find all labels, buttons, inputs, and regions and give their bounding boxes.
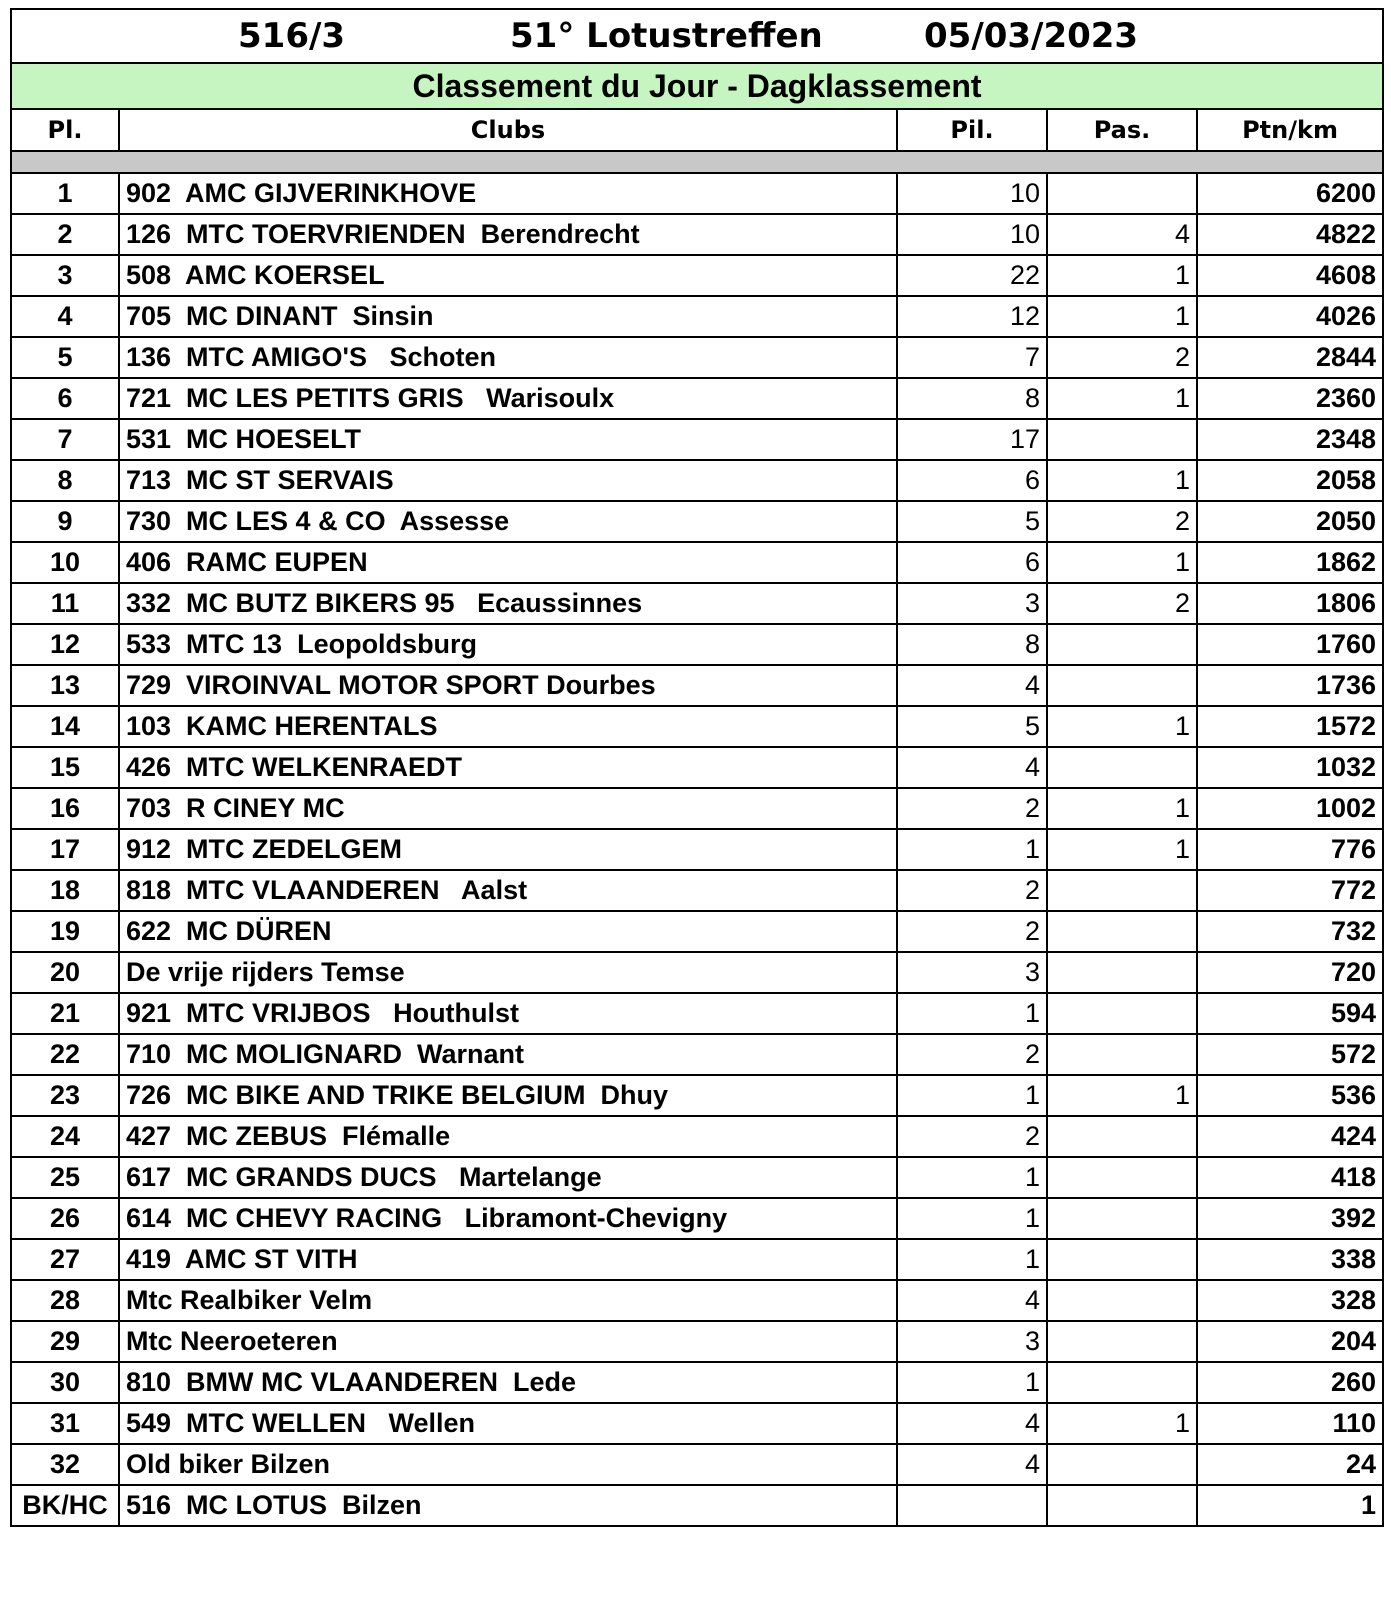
club-cell: 549 MTC WELLEN Wellen (119, 1403, 897, 1444)
passengers-cell (1047, 747, 1197, 788)
ranking-table (10, 8, 1384, 1527)
table-row (11, 952, 1383, 993)
club-cell: Old biker Bilzen (119, 1444, 897, 1485)
rank-cell: 28 (11, 1280, 119, 1321)
rank-cell: 13 (11, 665, 119, 706)
passengers-cell: 1 (1047, 378, 1197, 419)
rank-cell: 24 (11, 1116, 119, 1157)
rank-cell: 3 (11, 255, 119, 296)
rank-cell: 4 (11, 296, 119, 337)
pilots-cell: 4 (897, 747, 1047, 788)
points-cell: 392 (1197, 1198, 1383, 1239)
passengers-cell (1047, 1444, 1197, 1485)
table-row (11, 747, 1383, 788)
pilots-cell: 2 (897, 1034, 1047, 1075)
rank-cell: 12 (11, 624, 119, 665)
club-cell: 614 MC CHEVY RACING Libramont-Chevigny (119, 1198, 897, 1239)
rank-cell: 23 (11, 1075, 119, 1116)
header-row (11, 9, 1383, 63)
table-row (11, 378, 1383, 419)
club-cell: 818 MTC VLAANDEREN Aalst (119, 870, 897, 911)
passengers-cell (1047, 1321, 1197, 1362)
passengers-cell: 1 (1047, 460, 1197, 501)
points-cell: 1862 (1197, 542, 1383, 583)
table-row (11, 1116, 1383, 1157)
table-row (11, 911, 1383, 952)
club-cell: 533 MTC 13 Leopoldsburg (119, 624, 897, 665)
passengers-cell (1047, 419, 1197, 460)
pilots-cell: 4 (897, 665, 1047, 706)
table-row (11, 1157, 1383, 1198)
pilots-cell: 6 (897, 460, 1047, 501)
passengers-cell: 1 (1047, 829, 1197, 870)
club-cell: 902 AMC GIJVERINKHOVE (119, 173, 897, 214)
table-row (11, 788, 1383, 829)
passengers-cell: 1 (1047, 542, 1197, 583)
table-row (11, 706, 1383, 747)
passengers-cell (1047, 952, 1197, 993)
pilots-cell: 10 (897, 214, 1047, 255)
points-cell: 776 (1197, 829, 1383, 870)
club-cell: 508 AMC KOERSEL (119, 255, 897, 296)
points-cell: 1806 (1197, 583, 1383, 624)
rank-cell: 2 (11, 214, 119, 255)
club-cell: 710 MC MOLIGNARD Warnant (119, 1034, 897, 1075)
pilots-cell: 1 (897, 829, 1047, 870)
passengers-cell (1047, 993, 1197, 1034)
passengers-cell: 1 (1047, 788, 1197, 829)
points-cell: 110 (1197, 1403, 1383, 1444)
club-cell: 426 MTC WELKENRAEDT (119, 747, 897, 788)
points-cell: 594 (1197, 993, 1383, 1034)
pilots-cell: 1 (897, 1157, 1047, 1198)
table-row (11, 255, 1383, 296)
rank-cell: 19 (11, 911, 119, 952)
points-cell: 1 (1197, 1485, 1383, 1526)
pilots-cell: 5 (897, 501, 1047, 542)
passengers-cell (1047, 1157, 1197, 1198)
pilots-cell (897, 1485, 1047, 1526)
passengers-cell: 1 (1047, 255, 1197, 296)
table-row (11, 1444, 1383, 1485)
passengers-cell: 2 (1047, 583, 1197, 624)
passengers-cell (1047, 1362, 1197, 1403)
column-header-pl: Pl. (11, 109, 119, 151)
pilots-cell: 1 (897, 993, 1047, 1034)
passengers-cell (1047, 173, 1197, 214)
points-cell: 2844 (1197, 337, 1383, 378)
points-cell: 720 (1197, 952, 1383, 993)
header-cell (11, 9, 1383, 63)
pilots-cell: 8 (897, 624, 1047, 665)
club-cell: 406 RAMC EUPEN (119, 542, 897, 583)
club-cell: 726 MC BIKE AND TRIKE BELGIUM Dhuy (119, 1075, 897, 1116)
points-cell: 1760 (1197, 624, 1383, 665)
pilots-cell: 1 (897, 1239, 1047, 1280)
pilots-cell: 6 (897, 542, 1047, 583)
club-cell: 921 MTC VRIJBOS Houthulst (119, 993, 897, 1034)
points-cell: 2050 (1197, 501, 1383, 542)
column-header-row (11, 109, 1383, 151)
table-row (11, 1239, 1383, 1280)
table-row (11, 542, 1383, 583)
table-row (11, 337, 1383, 378)
points-cell: 1032 (1197, 747, 1383, 788)
club-cell: Mtc Realbiker Velm (119, 1280, 897, 1321)
table-row (11, 296, 1383, 337)
table-row (11, 870, 1383, 911)
rank-cell: 16 (11, 788, 119, 829)
club-cell: 729 VIROINVAL MOTOR SPORT Dourbes (119, 665, 897, 706)
pilots-cell: 1 (897, 1198, 1047, 1239)
passengers-cell (1047, 911, 1197, 952)
points-cell: 328 (1197, 1280, 1383, 1321)
column-header-clubs: Clubs (119, 109, 897, 151)
table-row (11, 173, 1383, 214)
table-row (11, 1321, 1383, 1362)
table-row (11, 1198, 1383, 1239)
title-row (11, 63, 1383, 109)
points-cell: 572 (1197, 1034, 1383, 1075)
rank-cell: 18 (11, 870, 119, 911)
club-cell: De vrije rijders Temse (119, 952, 897, 993)
pilots-cell: 2 (897, 911, 1047, 952)
club-cell: 136 MTC AMIGO'S Schoten (119, 337, 897, 378)
rank-cell: 7 (11, 419, 119, 460)
passengers-cell: 1 (1047, 296, 1197, 337)
points-cell: 418 (1197, 1157, 1383, 1198)
points-cell: 424 (1197, 1116, 1383, 1157)
rank-cell: BK/HC (11, 1485, 119, 1526)
club-cell: 419 AMC ST VITH (119, 1239, 897, 1280)
rank-cell: 21 (11, 993, 119, 1034)
pilots-cell: 10 (897, 173, 1047, 214)
club-cell: 622 MC DÜREN (119, 911, 897, 952)
passengers-cell (1047, 870, 1197, 911)
page-title: Classement du Jour - Dagklassement (11, 63, 1383, 109)
column-header-pts: Ptn/km (1197, 109, 1383, 151)
pilots-cell: 8 (897, 378, 1047, 419)
pilots-cell: 5 (897, 706, 1047, 747)
club-cell: 705 MC DINANT Sinsin (119, 296, 897, 337)
points-cell: 1002 (1197, 788, 1383, 829)
pilots-cell: 4 (897, 1280, 1047, 1321)
points-cell: 4608 (1197, 255, 1383, 296)
passengers-cell: 2 (1047, 337, 1197, 378)
rank-cell: 20 (11, 952, 119, 993)
points-cell: 260 (1197, 1362, 1383, 1403)
column-header-pas: Pas. (1047, 109, 1197, 151)
club-cell: 103 KAMC HERENTALS (119, 706, 897, 747)
pilots-cell: 22 (897, 255, 1047, 296)
points-cell: 338 (1197, 1239, 1383, 1280)
pilots-cell: 1 (897, 1075, 1047, 1116)
pilots-cell: 1 (897, 1362, 1047, 1403)
rank-cell: 10 (11, 542, 119, 583)
event-date: 05/03/2023 (924, 16, 1139, 56)
table-row (11, 501, 1383, 542)
pilots-cell: 3 (897, 952, 1047, 993)
club-cell: 427 MC ZEBUS Flémalle (119, 1116, 897, 1157)
pilots-cell: 17 (897, 419, 1047, 460)
rank-cell: 29 (11, 1321, 119, 1362)
rank-cell: 22 (11, 1034, 119, 1075)
passengers-cell (1047, 1116, 1197, 1157)
passengers-cell (1047, 1034, 1197, 1075)
column-header-pil: Pil. (897, 109, 1047, 151)
points-cell: 4822 (1197, 214, 1383, 255)
pilots-cell: 2 (897, 870, 1047, 911)
table-row (11, 1485, 1383, 1526)
pilots-cell: 2 (897, 788, 1047, 829)
table-row (11, 624, 1383, 665)
passengers-cell: 2 (1047, 501, 1197, 542)
points-cell: 2348 (1197, 419, 1383, 460)
pilots-cell: 7 (897, 337, 1047, 378)
club-cell: 912 MTC ZEDELGEM (119, 829, 897, 870)
table-row (11, 1075, 1383, 1116)
passengers-cell (1047, 1239, 1197, 1280)
points-cell: 4026 (1197, 296, 1383, 337)
club-cell: 703 R CINEY MC (119, 788, 897, 829)
rank-cell: 26 (11, 1198, 119, 1239)
rank-cell: 31 (11, 1403, 119, 1444)
rank-cell: 9 (11, 501, 119, 542)
club-cell: 617 MC GRANDS DUCS Martelange (119, 1157, 897, 1198)
separator-cell (11, 151, 1383, 173)
rank-cell: 27 (11, 1239, 119, 1280)
passengers-cell (1047, 665, 1197, 706)
pilots-cell: 3 (897, 1321, 1047, 1362)
club-cell: 531 MC HOESELT (119, 419, 897, 460)
event-code: 516/3 (238, 16, 346, 56)
pilots-cell: 4 (897, 1403, 1047, 1444)
points-cell: 2058 (1197, 460, 1383, 501)
table-row (11, 1034, 1383, 1075)
rank-cell: 14 (11, 706, 119, 747)
points-cell: 6200 (1197, 173, 1383, 214)
club-cell: 810 BMW MC VLAANDEREN Lede (119, 1362, 897, 1403)
points-cell: 536 (1197, 1075, 1383, 1116)
passengers-cell (1047, 624, 1197, 665)
club-cell: Mtc Neeroeteren (119, 1321, 897, 1362)
pilots-cell: 12 (897, 296, 1047, 337)
passengers-cell (1047, 1485, 1197, 1526)
table-row (11, 993, 1383, 1034)
rank-cell: 5 (11, 337, 119, 378)
rank-cell: 8 (11, 460, 119, 501)
points-cell: 24 (1197, 1444, 1383, 1485)
table-row (11, 829, 1383, 870)
passengers-cell (1047, 1198, 1197, 1239)
passengers-cell: 1 (1047, 706, 1197, 747)
points-cell: 1572 (1197, 706, 1383, 747)
rank-cell: 30 (11, 1362, 119, 1403)
points-cell: 204 (1197, 1321, 1383, 1362)
table-row (11, 1403, 1383, 1444)
pilots-cell: 2 (897, 1116, 1047, 1157)
club-cell: 332 MC BUTZ BIKERS 95 Ecaussinnes (119, 583, 897, 624)
passengers-cell: 1 (1047, 1075, 1197, 1116)
points-cell: 1736 (1197, 665, 1383, 706)
rank-cell: 15 (11, 747, 119, 788)
table-row (11, 583, 1383, 624)
table-row (11, 419, 1383, 460)
rank-cell: 25 (11, 1157, 119, 1198)
club-cell: 721 MC LES PETITS GRIS Warisoulx (119, 378, 897, 419)
pilots-cell: 4 (897, 1444, 1047, 1485)
rank-cell: 6 (11, 378, 119, 419)
separator-row (11, 151, 1383, 173)
table-row (11, 1280, 1383, 1321)
club-cell: 516 MC LOTUS Bilzen (119, 1485, 897, 1526)
rank-cell: 1 (11, 173, 119, 214)
event-name: 51° Lotustreffen (510, 16, 823, 56)
passengers-cell (1047, 1280, 1197, 1321)
passengers-cell: 1 (1047, 1403, 1197, 1444)
rank-cell: 11 (11, 583, 119, 624)
pilots-cell: 3 (897, 583, 1047, 624)
table-row (11, 665, 1383, 706)
table-row (11, 1362, 1383, 1403)
club-cell: 126 MTC TOERVRIENDEN Berendrecht (119, 214, 897, 255)
passengers-cell: 4 (1047, 214, 1197, 255)
rank-cell: 32 (11, 1444, 119, 1485)
club-cell: 713 MC ST SERVAIS (119, 460, 897, 501)
rank-cell: 17 (11, 829, 119, 870)
club-cell: 730 MC LES 4 & CO Assesse (119, 501, 897, 542)
table-row (11, 460, 1383, 501)
points-cell: 2360 (1197, 378, 1383, 419)
table-row (11, 214, 1383, 255)
points-cell: 772 (1197, 870, 1383, 911)
points-cell: 732 (1197, 911, 1383, 952)
